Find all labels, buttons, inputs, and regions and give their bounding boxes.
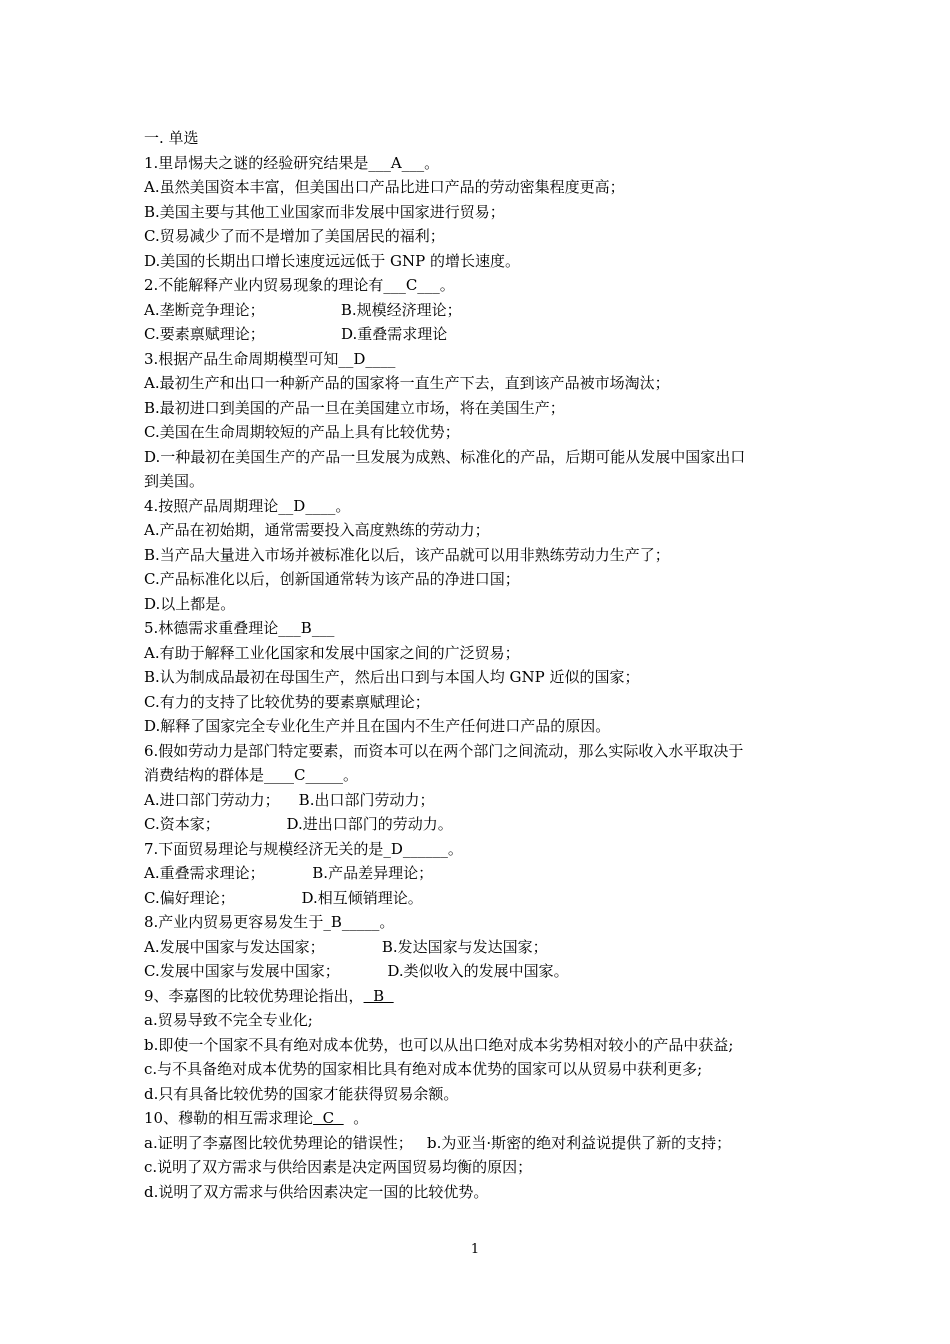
q5-option-b: B.认为制成品最初在母国生产，然后出口到与本国人均 GNP 近似的国家； [144, 668, 640, 686]
q6-options-cd: C.资本家； D.进出口部门的劳动力。 [144, 815, 453, 833]
q9-option-a: a.贸易导致不完全专业化; [144, 1011, 313, 1029]
question-1: 1.里昂惕夫之谜的经验研究结果是___A___。 [144, 153, 440, 172]
q10-option-d: d.说明了双方需求与供给因素决定一国的比较优势。 [144, 1182, 489, 1201]
question-9-text: 9、李嘉图的比较优势理论指出， [144, 986, 364, 1005]
q4-option-d: D.以上都是。 [144, 594, 236, 613]
q8-options-cd: C.发展中国家与发展中国家； D.类似收入的发展中国家。 [144, 962, 569, 980]
q3-option-d-cont: 到美国。 [144, 472, 205, 490]
q9-option-c: c.与不具备绝对成本优势的国家相比具有绝对成本优势的国家可以从贸易中获利更多; [144, 1060, 703, 1078]
question-5: 5.林德需求重叠理论___B___ [144, 619, 335, 637]
question-7: 7.下面贸易理论与规模经济无关的是_D______。 [144, 839, 463, 858]
question-4: 4.按照产品周期理论__D____。 [144, 496, 351, 515]
q4-option-c: C.产品标准化以后，创新国通常转为该产品的净进口国； [144, 570, 520, 588]
q1-option-d: D.美国的长期出口增长速度远远低于 GNP 的增长速度。 [144, 251, 520, 270]
q2-options-ab: A.垄断竞争理论； B.规模经济理论； [144, 300, 462, 319]
question-2: 2.不能解释产业内贸易现象的理论有___C___。 [144, 276, 455, 294]
q8-options-ab: A.发展中国家与发达国家； B.发达国家与发达国家； [144, 937, 548, 956]
question-6: 6.假如劳动力是部门特定要素，而资本可以在两个部门之间流动，那么实际收入水平取决于 [144, 741, 744, 760]
question-10-end: 。 [343, 1109, 369, 1127]
q6-options-ab: A.进口部门劳动力； B.出口部门劳动力； [144, 790, 435, 809]
q5-option-a: A.有助于解释工业化国家和发展中国家之间的广泛贸易； [144, 643, 520, 662]
q10-options-ab: a.证明了李嘉图比较优势理论的错误性； b.为亚当·斯密的绝对利益说提供了新的支持； [144, 1133, 732, 1152]
q5-option-c: C.有力的支持了比较优势的要素禀赋理论； [144, 692, 430, 711]
q9-option-d: d.只有具备比较优势的国家才能获得贸易余额。 [144, 1084, 459, 1103]
q3-option-c: C.美国在生命周期较短的产品上具有比较优势； [144, 423, 460, 441]
section-title: 一. 单选 [144, 129, 199, 147]
document-content [144, 126, 814, 1204]
question-6-cont: 消费结构的群体是____C_____。 [144, 766, 358, 784]
question-8: 8.产业内贸易更容易发生于_B_____。 [144, 913, 395, 931]
question-3: 3.根据产品生命周期模型可知__D____ [144, 349, 396, 368]
question-9 [144, 984, 814, 1009]
q9-option-b: b.即使一个国家不具有绝对成本优势，也可以从出口绝对成本劣势相对较小的产品中获益; [144, 1035, 734, 1054]
q4-option-a: A.产品在初始期，通常需要投入高度熟练的劳动力； [144, 521, 490, 539]
q1-option-a: A.虽然美国资本丰富，但美国出口产品比进口产品的劳动密集程度更高； [144, 178, 625, 196]
q1-option-c: C.贸易减少了而不是增加了美国居民的福利； [144, 227, 445, 245]
q7-options-ab: A.重叠需求理论； B.产品差异理论； [144, 864, 434, 882]
question-10-text: 10、穆勒的相互需求理论 [144, 1109, 314, 1127]
q2-options-cd: C.要素禀赋理论； D.重叠需求理论 [144, 325, 448, 343]
q7-options-cd: C.偏好理论； D.相互倾销理论。 [144, 888, 423, 907]
q5-option-d: D.解释了国家完全专业化生产并且在国内不生产任何进口产品的原因。 [144, 717, 611, 735]
q1-option-b: B.美国主要与其他工业国家而非发展中国家进行贸易； [144, 202, 505, 221]
q3-option-b: B.最初进口到美国的产品一旦在美国建立市场，将在美国生产； [144, 398, 565, 417]
q3-option-a: A.最初生产和出口一种新产品的国家将一直生产下去，直到该产品被市场淘汰； [144, 374, 670, 392]
q10-option-c: c.说明了双方需求与供给因素是决定两国贸易均衡的原因； [144, 1158, 533, 1176]
page-number: 1 [470, 1242, 480, 1257]
question-10-answer: C [313, 1109, 344, 1127]
q3-option-d: D.一种最初在美国生产的产品一旦发展为成熟、标准化的产品，后期可能从发展中国家出口 [144, 447, 746, 466]
question-10 [144, 1106, 814, 1131]
q4-option-b: B.当产品大量进入市场并被标准化以后，该产品就可以用非熟练劳动力生产了； [144, 545, 670, 564]
question-9-answer: B [363, 986, 394, 1005]
